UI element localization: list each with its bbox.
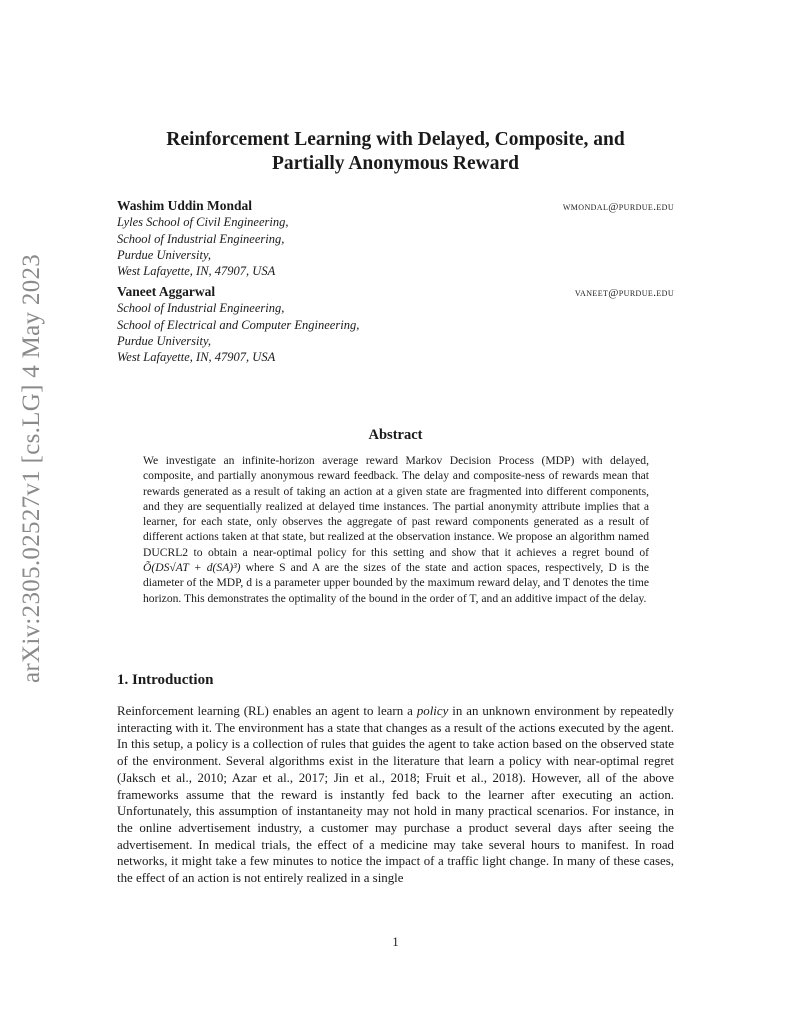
author-affiliation-line: School of Electrical and Computer Engineering, [117, 317, 360, 332]
author-email: vaneet@purdue.edu [574, 287, 674, 299]
intro-emphasis-policy: policy [416, 704, 449, 718]
regret-bound-formula: Õ(DS√AT + d(SA)³) [143, 561, 241, 575]
abstract-heading: Abstract [368, 427, 423, 443]
intro-text-before: Reinforcement learning (RL) enables an agent to learn a [117, 704, 413, 718]
section-heading-introduction: 1. Introduction [117, 672, 214, 688]
author-affiliation-line: School of Industrial Engineering, [117, 301, 285, 316]
author-affiliation-line: School of Industrial Engineering, [117, 231, 285, 246]
author-affiliation-line: Purdue University, [117, 247, 211, 262]
page-number: 1 [392, 935, 399, 949]
author-name: Vaneet Aggarwal [117, 284, 216, 299]
abstract-body [143, 453, 649, 606]
author-affiliation-line: West Lafayette, IN, 47907, USA [117, 264, 276, 279]
paper-title-line-1: Reinforcement Learning with Delayed, Composite, and [166, 129, 625, 150]
intro-text-after: in an unknown environment by repeatedly interacting with it. The environment has a state that changes as a result of the actions executed by the agent. In this setup, a policy is a collection of rules that guides the agent to take action based on the observed state of the environment. Several algorithms exist in the literature that learn a policy with near-optimal regret (Jaksch et al., 2010; Azar et al., 2017; Jin et al., 2018; Fruit et al., 2018). However, all of the above frameworks assume that the reward is instantly fed back to the learner after executing an action. Unfortunately, this assumption of instantaneity may not hold in many practical scenarios. For instance, in the online advertisement industry, a customer may purchase a product several days after seeing the advertisement. In medical trials, the effect of a medicine may take several hours to manifest. In road networks, it might take a few minutes to notice the impact of a traffic light change. In many of these cases, the effect of an action is not entirely realized in a single [117, 704, 674, 886]
introduction-paragraph [117, 703, 674, 887]
abstract-text-part-2: where S and A are the sizes of the state and action spaces, respectively, D is the diameter of the MDP, d is a parameter upper bounded by the maximum reward delay, and T denotes the time horizon. This demonstrates the optimality of the bound in the order of T, and an additive impact of the delay. [143, 561, 650, 605]
author-affiliation-line: Lyles School of Civil Engineering, [117, 215, 289, 230]
author-block-1 [117, 198, 674, 279]
author-affiliation-line: West Lafayette, IN, 47907, USA [117, 350, 276, 365]
arxiv-identifier-stamp: arXiv:2305.02527v1 [cs.LG] 4 May 2023 [18, 253, 45, 683]
author-email: wmondal@purdue.edu [562, 201, 674, 213]
abstract-text-part-1: We investigate an infinite-horizon average reward Markov Decision Process (MDP) with delayed, composite, and partially anonymous reward feedback. The delay and composite-ness of rewards mean that rewards generated as a result of taking an action at a given state are fragmented into different components, and they are sequentially realized at delayed time instances. The partial anonymity attribute implies that a learner, for each state, only observes the aggregate of past reward components generated as a result of different actions taken at that state, but realized at the observation instance. We propose an algorithm named DUCRL2 to obtain a near-optimal policy for this setting and show that it achieves a regret bound of [143, 454, 649, 559]
author-block-2 [117, 284, 674, 365]
author-name: Washim Uddin Mondal [117, 198, 253, 213]
paper-title-line-2: Partially Anonymous Reward [271, 153, 519, 174]
author-affiliation-line: Purdue University, [117, 333, 211, 348]
paper-title [100, 128, 691, 176]
